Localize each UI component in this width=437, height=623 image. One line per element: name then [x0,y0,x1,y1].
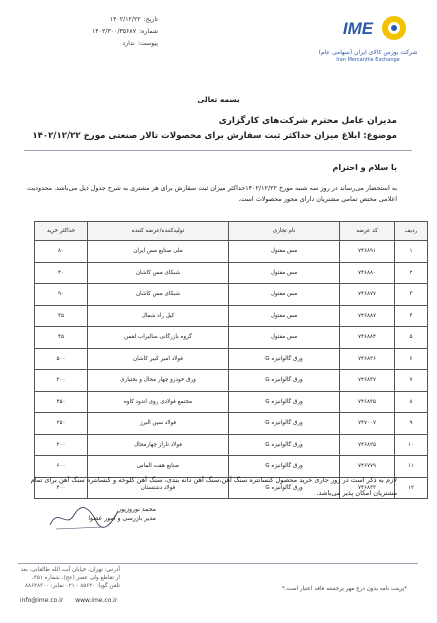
cell-offer-code: ۷۴۶۸۷۷ [340,284,395,306]
cell-producer: ملی صنایع مس ایران [88,241,229,263]
logo-text: IME [342,19,374,38]
cell-trade-name: مس مفتول [229,284,340,306]
cell-row-number: ۹ [395,413,428,435]
table-row [35,262,428,284]
greeting: با سلام و احترام [332,163,397,172]
basmala: بسمه تعالی [197,95,240,104]
table-header-row [35,222,428,241]
cell-max-purchase: ۴۵ [35,327,88,349]
table-row [35,284,428,306]
subject-line: موضوع: ابلاغ میزان حداکثر ثبت سفارش برای محصولات تالار صنعتی مورخ ۱۴۰۲/۱۲/۲۲ [32,131,397,141]
footer-email[interactable]: info@ime.co.ir [20,597,64,604]
footer-divider [18,563,418,564]
table-row [35,413,428,435]
cell-trade-name: ورق گالوانیزه G [229,477,340,499]
cell-trade-name: مس مفتول [229,327,340,349]
note-text: لازم به ذکر است در روز جاری خرید محصول کنسانتره سنگ آهن،سنگ آهن دانه بندی، سنگ آهن کلوخه و کنسانتره سنگ آهن برای تمام مشتریان امکان پذیر می‌باشد. [30,476,397,497]
table-row [35,241,428,263]
date-label: تاریخ: [143,16,158,23]
cell-offer-code: ۷۴۶۸۹۱ [340,241,395,263]
cell-producer: ورق خودرو چهار محال و بختیاری [88,370,229,392]
cell-offer-code: ۷۴۶۸۸۷ [340,305,395,327]
col-header-trade-name: نام تجاری [229,222,340,241]
footer-website[interactable]: www.ime.co.ir [75,597,118,604]
cell-trade-name: ورق گالوانیزه G [229,391,340,413]
cell-row-number: ۱ [395,241,428,263]
attachment-label: پیوست: [137,40,158,47]
cell-trade-name: ورق گالوانیزه G [229,434,340,456]
cell-row-number: ۵ [395,327,428,349]
cell-max-purchase: ۹۰ [35,284,88,306]
table-row [35,305,428,327]
cell-max-purchase: ۴۵۰ [35,391,88,413]
cell-max-purchase: ۴۰۰ [35,477,88,499]
col-header-code: کد عرضه [340,222,395,241]
cell-offer-code: ۷۴۶۸۳۳ [340,477,395,499]
cell-max-purchase: ۸۰ [35,241,88,263]
org-name-en: Iran Mercantile Exchange [336,57,400,63]
cell-producer: مجتمع فولادی روی اندود کاوه [88,391,229,413]
footer-address: آدرس: تهران، خیابان آیت الله طالقانی، بعد از تقاطع ولی عصر (عج)، شماره ۳۵۱، تلفن گویا: ۸۵۶۴۰ - ۰۲۱ نمابر: ۸۸۶۴۸۳۰۰ [20,567,120,589]
date-row [38,14,158,26]
col-header-row: ردیف [395,222,428,241]
cell-offer-code: ۷۴۶۸۸۴ [340,327,395,349]
cell-max-purchase: ۴۰ [35,262,88,284]
cell-max-purchase: ۲۰۰ [35,434,88,456]
cell-row-number: ۱۱ [395,456,428,478]
cell-offer-code: ۷۴۷۰۰۷ [340,413,395,435]
col-header-max-purchase: حداکثر خرید [35,222,88,241]
body-text: به استحضار می‌رساند در روز سه شنبه مورخ ۱۴۰۲/۱۲/۲۲حداکثر میزان ثبت سفارش برای هر مشتری به شرح جدول ذیل می‌باشد. محدودیت اعلامی مختص تمامی مشتریان دارای مجوز محصولات است. [27,184,397,203]
cell-trade-name: ورق گالوانیزه G [229,370,340,392]
signer-title: مدیر بازرسی و امور عضوا [88,515,156,522]
table-row [35,327,428,349]
cell-trade-name: ورق گالوانیزه G [229,456,340,478]
table-row [35,391,428,413]
number-row [38,26,158,38]
divider [24,150,412,151]
cell-row-number: ۶ [395,348,428,370]
cell-producer: شبکای مس کاشان [88,284,229,306]
number-label: شماره: [139,28,158,35]
cell-trade-name: مس مفتول [229,262,340,284]
cell-offer-code: ۷۴۶۸۳۵ [340,434,395,456]
cell-offer-code: ۷۴۶۷۷۹ [340,456,395,478]
table-row [35,370,428,392]
cell-row-number: ۳ [395,284,428,306]
cell-row-number: ۸ [395,391,428,413]
cell-row-number: ۱۰ [395,434,428,456]
attachment-value: ندارد [122,40,135,47]
cell-producer: شبکای مس کاشان [88,262,229,284]
cell-offer-code: ۷۴۶۸۳۶ [340,348,395,370]
number-value: ۱۴۰۲/۳۰۰/۳۵۶۸۷ [91,28,137,35]
footer-footnote: *پرینت نامه بدون درج مهر برجسته فاقد اعتبار است.* [281,586,407,592]
cell-max-purchase: ۲۰۰ [35,370,88,392]
table-row [35,348,428,370]
cell-producer: صنایع هفت الماس [88,456,229,478]
addressee: مدیران عامل محترم شرکت‌های کارگزاری [218,116,397,126]
cell-max-purchase: ۲۵۰ [35,413,88,435]
attachment-row [38,38,158,50]
cell-offer-code: ۷۴۶۸۳۵ [340,391,395,413]
cell-trade-name: مس مفتول [229,305,340,327]
footer-contact [20,597,160,604]
cell-offer-code: ۷۴۶۸۳۷ [340,370,395,392]
cell-max-purchase: ۶۰۰ [35,456,88,478]
cell-trade-name: مس مفتول [229,241,340,263]
cell-row-number: ۴ [395,305,428,327]
org-name-fa: شرکت بورس کالای ایران (سهامی عام) [318,49,418,56]
signature-block [36,505,156,523]
cell-producer: فولاد امیر کبیر کاشان [88,348,229,370]
cell-producer: گروه بازرگانی سالیراب لقمن [88,327,229,349]
signer-name: محمد نوروزپور [118,506,156,513]
cell-offer-code: ۷۴۶۸۸۰ [340,262,395,284]
cell-producer: فولاد تاراز چهارمحال [88,434,229,456]
cell-max-purchase: ۴۵ [35,305,88,327]
cell-trade-name: ورق گالوانیزه G [229,413,340,435]
letter-meta [38,14,158,50]
ime-logo-icon [324,14,412,42]
cell-row-number: ۱۲ [395,477,428,499]
date-value: ۱۴۰۲/۱۲/۲۲ [109,16,141,23]
cell-trade-name: ورق گالوانیزه G [229,348,340,370]
cell-producer: فولاد دشتستان [88,477,229,499]
order-limit-table [34,221,428,499]
col-header-producer: تولیدکننده/عرضه کننده [88,222,229,241]
cell-row-number: ۲ [395,262,428,284]
cell-producer: کیل راد شمال [88,305,229,327]
cell-max-purchase: ۵۰۰ [35,348,88,370]
company-logo [313,14,423,63]
cell-producer: فولاد سپن البرز [88,413,229,435]
cell-row-number: ۷ [395,370,428,392]
table-row [35,434,428,456]
